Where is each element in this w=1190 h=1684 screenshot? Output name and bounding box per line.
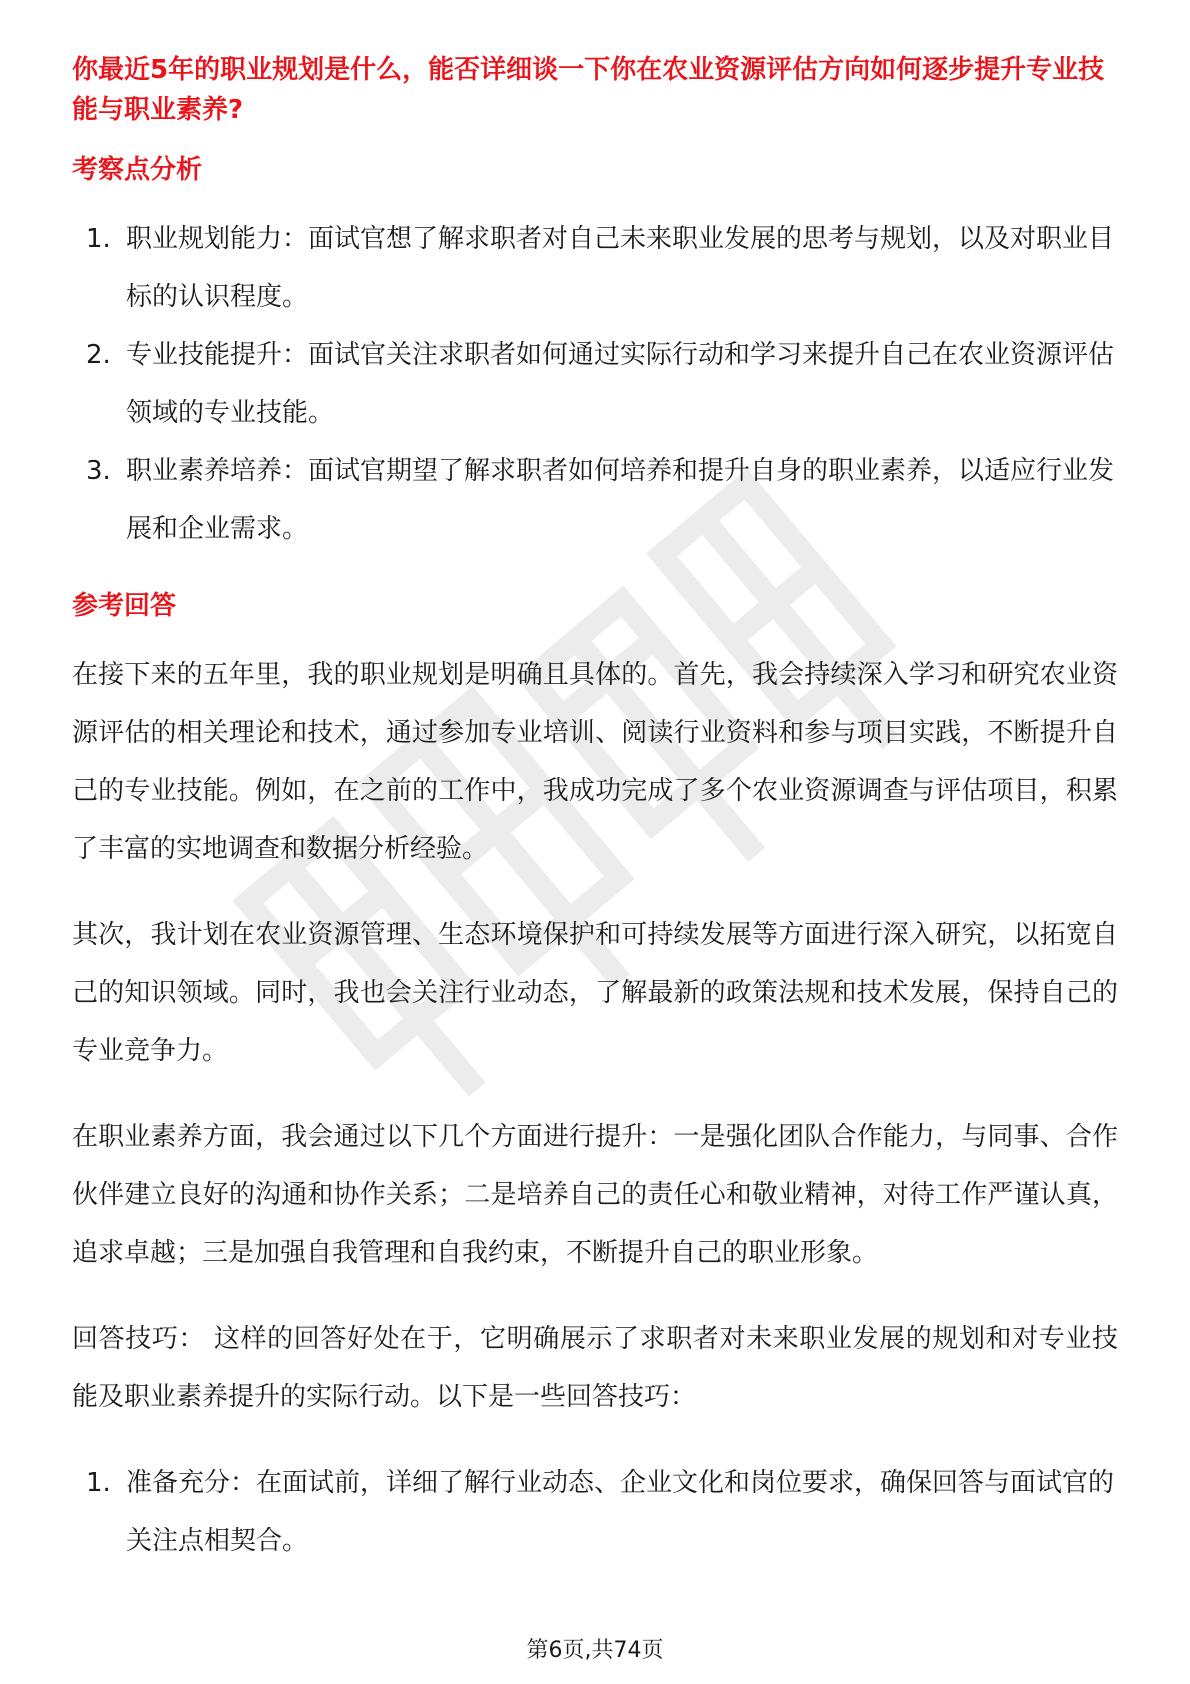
- list-number: 3.: [86, 456, 111, 486]
- list-item-text: 专业技能提升：面试官关注求职者如何通过实际行动和学习来提升自己在农业资源评估领域的专业技能。: [126, 340, 1115, 428]
- answer-paragraph: 在接下来的五年里，我的职业规划是明确且具体的。首先，我会持续深入学习和研究农业资源评估的相关理论和技术，通过参加专业培训、阅读行业资料和参与项目实践，不断提升自己的专业技能。例如，在之前的工作中，我成功完成了多个农业资源调查与评估项目，积累了丰富的实地调查和数据分析经验。: [72, 660, 1118, 864]
- answer-paragraph: 在职业素养方面，我会通过以下几个方面进行提升：一是强化团队合作能力，与同事、合作伙伴建立良好的沟通和协作关系；二是培养自己的责任心和敬业精神，对待工作严谨认真，追求卓越；三是加强自我管理和自我约束，不断提升自己的职业形象。: [72, 1122, 1118, 1268]
- analysis-heading: 考察点分析: [72, 155, 203, 185]
- answer-heading: 参考回答: [72, 591, 177, 621]
- answer-paragraph: 其次，我计划在农业资源管理、生态环境保护和可持续发展等方面进行深入研究，以拓宽自己的知识领域。同时，我也会关注行业动态，了解最新的政策法规和技术发展，保持自己的专业竞争力。: [72, 920, 1118, 1066]
- tip-item: [72, 1454, 1118, 1570]
- question-title: 你最近5年的职业规划是什么，能否详细谈一下你在农业资源评估方向如何逐步提升专业技能与职业素养?: [72, 55, 1105, 125]
- document-content: [72, 50, 1118, 1598]
- list-number: 1.: [86, 224, 111, 254]
- page-footer: 第6页,共74页: [526, 1638, 664, 1663]
- list-number: 1.: [86, 1468, 111, 1498]
- analysis-item: [72, 326, 1118, 442]
- analysis-item: [72, 210, 1118, 326]
- answer-tips-intro: 回答技巧： 这样的回答好处在于，它明确展示了求职者对未来职业发展的规划和对专业技能及职业素养提升的实际行动。以下是一些回答技巧：: [72, 1324, 1118, 1412]
- tips-list: [72, 1454, 1118, 1570]
- analysis-list: [72, 210, 1118, 558]
- list-item-text: 职业素养培养：面试官期望了解求职者如何培养和提升自身的职业素养，以适应行业发展和企业需求。: [126, 456, 1115, 544]
- list-item-text: 准备充分：在面试前，详细了解行业动态、企业文化和岗位要求，确保回答与面试官的关注点相契合。: [126, 1468, 1115, 1556]
- list-number: 2.: [86, 340, 111, 370]
- analysis-item: [72, 442, 1118, 558]
- list-item-text: 职业规划能力：面试官想了解求职者对自己未来职业发展的思考与规划，以及对职业目标的认识程度。: [126, 224, 1115, 312]
